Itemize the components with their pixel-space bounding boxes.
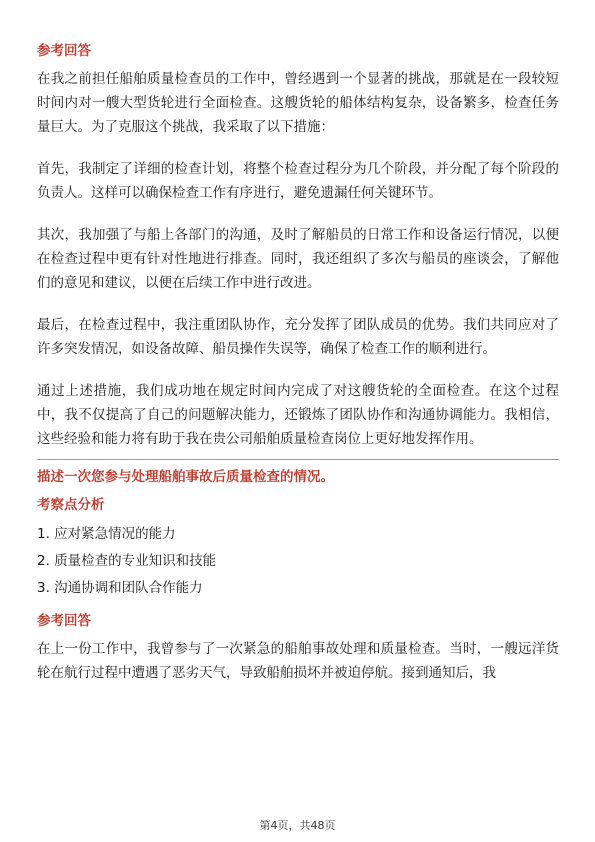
paragraph-gap: [37, 295, 559, 313]
answer-paragraph-1: 在我之前担任船舶质量检查员的工作中，曾经遇到一个显著的挑战，那就是在一段较短时间内对一艘大型货轮进行全面检查。这艘货轮的船体结构复杂，设备繁多，检查任务量巨大。为了克服这个挑战，我采取了以下措施：: [37, 71, 559, 135]
list-item: 1. 应对紧急情况的能力: [37, 526, 176, 542]
list-item: 2. 质量检查的专业知识和技能: [37, 553, 217, 569]
page-content: [37, 42, 559, 685]
paragraph-gap: [37, 361, 559, 379]
answer-paragraph-6: 在上一份工作中，我曾参与了一次紧急的船舶事故处理和质量检查。当时，一艘远洋货轮在航行过程中遭遇了恶劣天气，导致船舶损坏并被迫停航。接到通知后，我: [37, 641, 559, 681]
analysis-list: [37, 521, 559, 602]
answer-paragraph-5: 通过上述措施，我们成功地在规定时间内完成了对这艘货轮的全面检查。在这个过程中，我不仅提高了自己的问题解决能力，还锻炼了团队协作和沟通协调能力。我相信，这些经验和能力将有助于我在贵公司船舶质量检查岗位上更好地发挥作用。: [37, 383, 559, 447]
analysis-label: 考察点分析: [37, 497, 105, 513]
list-item: 3. 沟通协调和团队合作能力: [37, 580, 203, 596]
reference-answer-label: 参考回答: [37, 43, 91, 59]
answer-paragraph-2: 首先，我制定了详细的检查计划，将整个检查过程分为几个阶段，并分配了每个阶段的负责人。这样可以确保检查工作有序进行，避免遗漏任何关键环节。: [37, 161, 559, 201]
section-divider: [37, 459, 559, 460]
page-number: 第4页，共48页: [259, 819, 336, 832]
question-title: 描述一次您参与处理船舶事故后质量检查的情况。: [37, 469, 334, 485]
paragraph-gap: [37, 205, 559, 223]
answer-paragraph-3: 其次，我加强了与船上各部门的沟通，及时了解船员的日常工作和设备运行情况，以便在检查过程中更有针对性地进行排查。同时，我还组织了多次与船员的座谈会，了解他们的意见和建议，以便在后续工作中进行改进。: [37, 227, 559, 291]
paragraph-gap: [37, 139, 559, 157]
reference-answer-label-2: 参考回答: [37, 613, 91, 629]
answer-paragraph-4: 最后，在检查过程中，我注重团队协作，充分发挥了团队成员的优势。我们共同应对了许多突发情况，如设备故障、船员操作失误等，确保了检查工作的顺利进行。: [37, 317, 559, 357]
